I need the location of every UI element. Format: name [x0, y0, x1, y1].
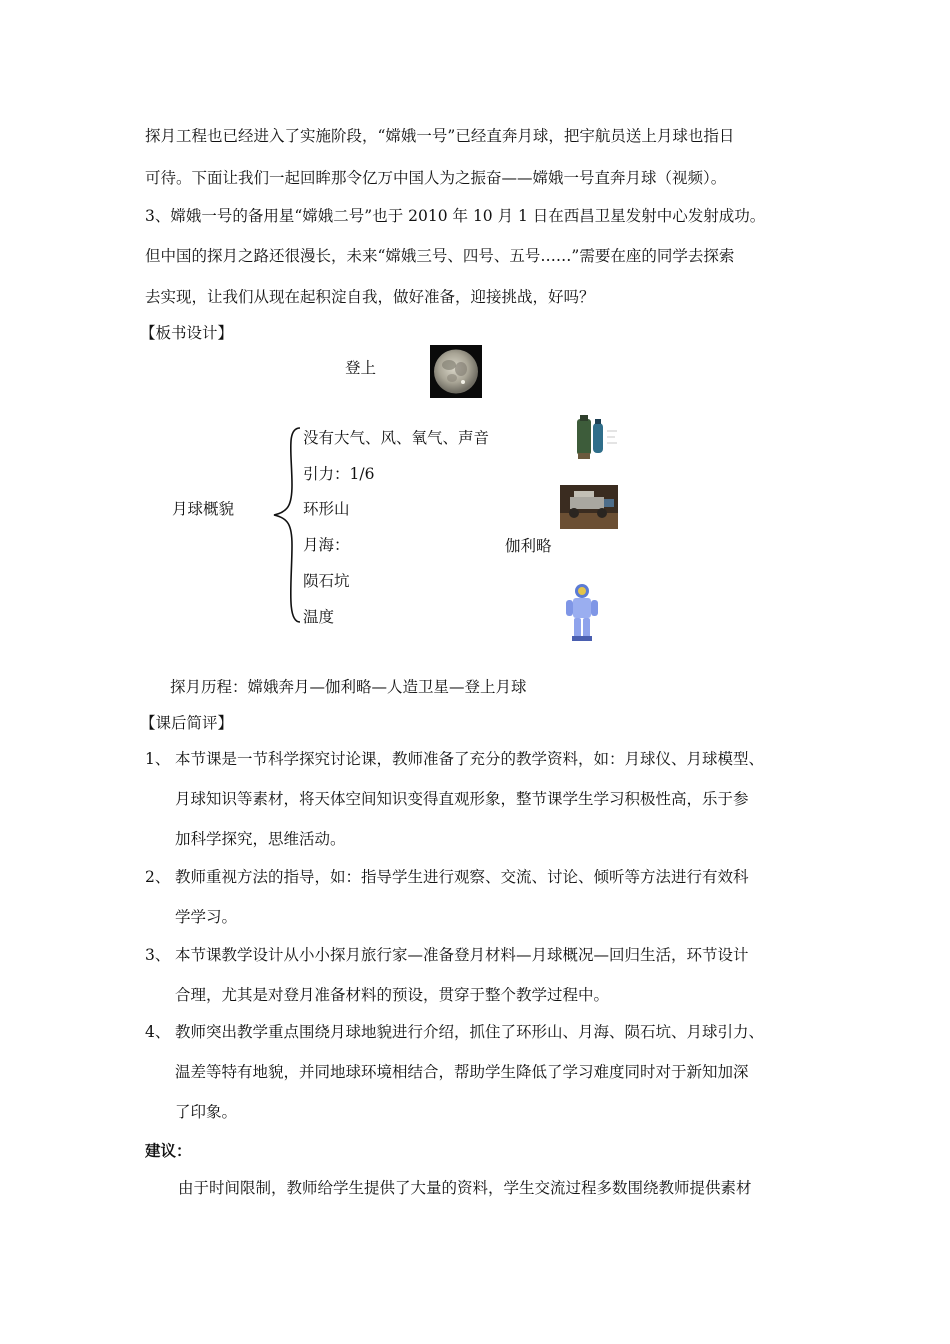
- moon-overview-label: 月球概貌: [172, 500, 235, 518]
- review-heading: 【课后简评】: [140, 714, 234, 732]
- review-item-2-number: 2、: [145, 868, 171, 886]
- board-heading: 【板书设计】: [140, 324, 234, 342]
- moon-image: [430, 345, 482, 398]
- brace-item-6: 温度: [303, 608, 335, 626]
- brace-item-5: 陨石坑: [303, 572, 350, 590]
- review-item-2-line-2: 学学习。: [175, 908, 238, 926]
- curly-brace: [268, 425, 308, 625]
- intro-line-4: 但中国的探月之路还很漫长，未来“嫦娥三号、四号、五号……”需要在座的同学去探索: [145, 247, 735, 265]
- review-item-1-number: 1、: [145, 750, 171, 768]
- intro-line-3: 3、嫦娥一号的备用星“嫦娥二号”也于 2010 年 10 月 1 日在西昌卫星发射中心发射成功。: [145, 207, 766, 225]
- review-item-1-line-3: 加科学探究，思维活动。: [175, 830, 346, 848]
- galileo-label: 伽利略: [505, 537, 552, 555]
- brace-item-4: 月海：: [303, 536, 350, 554]
- review-item-4-number: 4、: [145, 1023, 171, 1041]
- moon-exploration-history: 探月历程：嫦娥奔月—伽利略—人造卫星—登上月球: [170, 678, 527, 696]
- review-item-1-line-2: 月球知识等素材，将天体空间知识变得直观形象，整节课学生学习积极性高，乐于参: [175, 790, 749, 808]
- suggestion-text: 由于时间限制，教师给学生提供了大量的资料，学生交流过程多数围绕教师提供素材: [178, 1179, 752, 1197]
- review-item-4-line-1: 教师突出教学重点围绕月球地貌进行介绍，抓住了环形山、月海、陨石坑、月球引力、: [175, 1023, 765, 1041]
- review-item-3-number: 3、: [145, 946, 171, 964]
- review-item-4-line-3: 了印象。: [175, 1103, 238, 1121]
- review-item-4-line-2: 温差等特有地貌，并同地球环境相结合，帮助学生降低了学习难度同时对于新知加深: [175, 1063, 749, 1081]
- brace-item-2: 引力：1/6: [303, 465, 375, 483]
- lunar-rover-image: [560, 485, 618, 529]
- brace-item-1: 没有大气、风、氧气、声音: [303, 429, 490, 447]
- intro-line-2: 可待。下面让我们一起回眸那令亿万中国人为之振奋——嫦娥一号直奔月球（视频）。: [145, 169, 727, 187]
- dengshang-label: 登上: [345, 359, 377, 377]
- review-item-2-line-1: 教师重视方法的指导，如：指导学生进行观察、交流、讨论、倾听等方法进行有效科: [175, 868, 749, 886]
- brace-item-3: 环形山: [303, 500, 350, 518]
- intro-line-5: 去实现，让我们从现在起积淀自我，做好准备，迎接挑战，好吗？: [145, 288, 595, 306]
- review-item-1-line-1: 本节课是一节科学探究讨论课，教师准备了充分的教学资料，如：月球仪、月球模型、: [175, 750, 765, 768]
- review-item-3-line-1: 本节课教学设计从小小探月旅行家—准备登月材料—月球概况—回归生活，环节设计: [175, 946, 749, 964]
- intro-line-1: 探月工程也已经进入了实施阶段，“嫦娥一号”已经直奔月球，把宇航员送上月球也指日: [145, 127, 735, 145]
- oxygen-equipment-image: [573, 413, 621, 461]
- suggestion-heading: 建议：: [145, 1141, 192, 1160]
- review-item-3-line-2: 合理，尤其是对登月准备材料的预设，贯穿于整个教学过程中。: [175, 986, 610, 1004]
- astronaut-image: [562, 582, 602, 642]
